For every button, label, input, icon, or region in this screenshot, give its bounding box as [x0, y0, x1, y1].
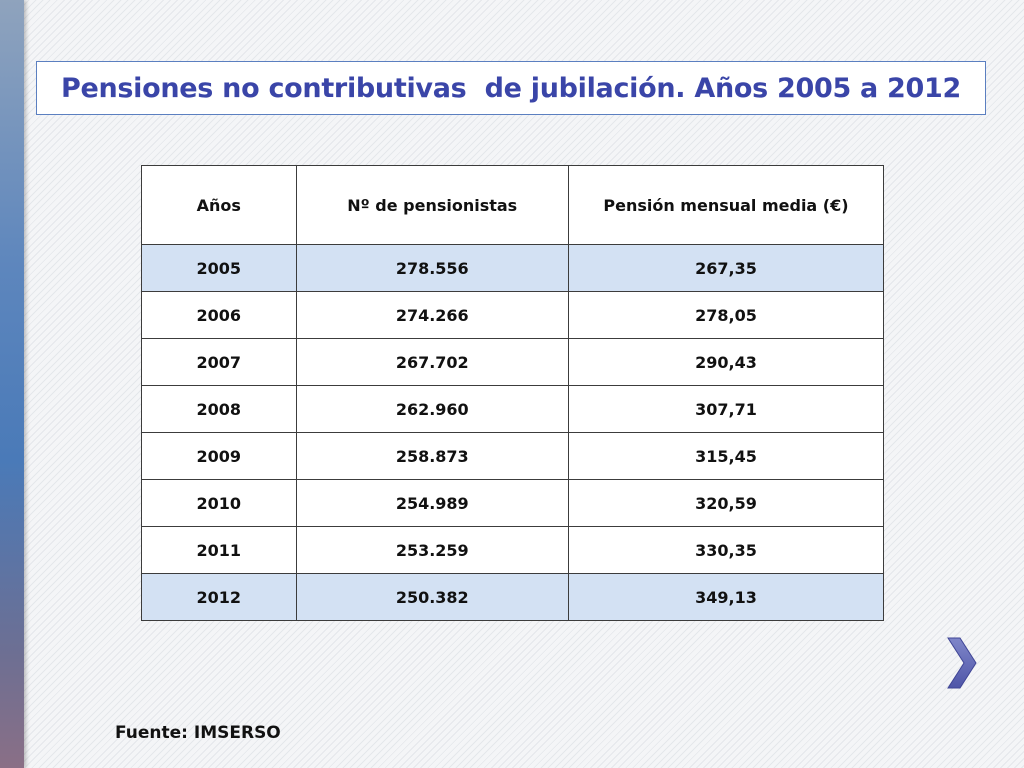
table-row — [142, 245, 884, 292]
table-row — [142, 574, 884, 621]
cell-pensioners: 250.382 — [296, 574, 568, 621]
cell-pensioners: 274.266 — [296, 292, 568, 339]
cell-avg-pension: 315,45 — [568, 433, 883, 480]
cell-pensioners: 262.960 — [296, 386, 568, 433]
cell-year: 2007 — [142, 339, 297, 386]
cell-avg-pension: 267,35 — [568, 245, 883, 292]
cell-year: 2010 — [142, 480, 297, 527]
cell-year: 2009 — [142, 433, 297, 480]
table-row — [142, 480, 884, 527]
cell-avg-pension: 330,35 — [568, 527, 883, 574]
table-header-row — [142, 166, 884, 245]
chevron-right-icon — [940, 634, 980, 692]
cell-pensioners: 253.259 — [296, 527, 568, 574]
cell-year: 2011 — [142, 527, 297, 574]
header-pensioners: Nº de pensionistas — [296, 166, 568, 245]
cell-pensioners: 278.556 — [296, 245, 568, 292]
header-avg-pension: Pensión mensual media (€) — [568, 166, 883, 245]
table-row — [142, 292, 884, 339]
cell-year: 2008 — [142, 386, 297, 433]
table-row — [142, 527, 884, 574]
cell-avg-pension: 320,59 — [568, 480, 883, 527]
cell-avg-pension: 307,71 — [568, 386, 883, 433]
title-box — [36, 61, 986, 115]
cell-pensioners: 267.702 — [296, 339, 568, 386]
cell-avg-pension: 290,43 — [568, 339, 883, 386]
cell-year: 2006 — [142, 292, 297, 339]
next-slide-button[interactable] — [940, 634, 980, 692]
table-row — [142, 433, 884, 480]
cell-year: 2005 — [142, 245, 297, 292]
left-accent-bar — [0, 0, 24, 768]
header-years: Años — [142, 166, 297, 245]
cell-year: 2012 — [142, 574, 297, 621]
slide-title: Pensiones no contributivas de jubilación. Años 2005 a 2012 — [60, 72, 962, 104]
cell-pensioners: 254.989 — [296, 480, 568, 527]
cell-pensioners: 258.873 — [296, 433, 568, 480]
source-note: Fuente: IMSERSO — [115, 723, 281, 743]
cell-avg-pension: 349,13 — [568, 574, 883, 621]
table-row — [142, 386, 884, 433]
cell-avg-pension: 278,05 — [568, 292, 883, 339]
pensions-table — [141, 165, 884, 621]
table-row — [142, 339, 884, 386]
